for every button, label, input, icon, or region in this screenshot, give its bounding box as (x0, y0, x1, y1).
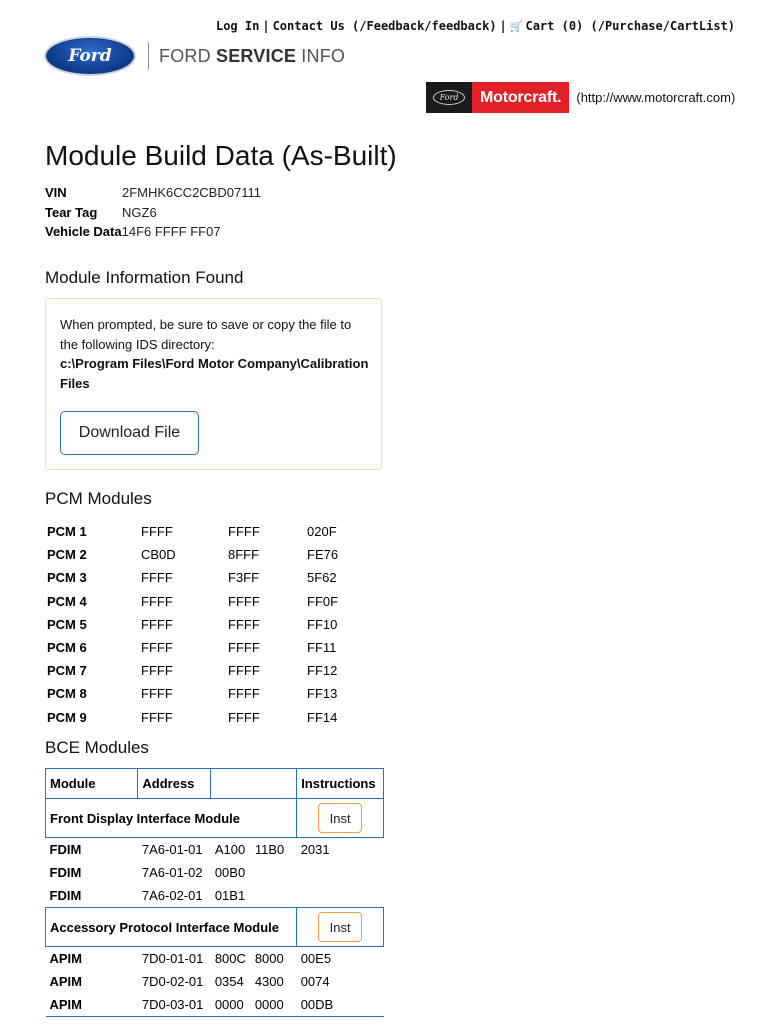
bce-data-row (46, 947, 384, 971)
bce-header-row (46, 769, 384, 799)
ford-logo (44, 36, 136, 76)
mini-ford-logo: Ford (433, 90, 465, 105)
bce-value-cell: 11B0 (254, 842, 285, 857)
bce-values (211, 947, 297, 971)
bce-instructions-cell (297, 799, 384, 838)
bce-value-cell: A100 (214, 842, 246, 857)
pcm-value-cell: FF10 (307, 616, 338, 632)
bce-data-row (46, 884, 384, 908)
pcm-value-cell: FF14 (307, 709, 338, 725)
vehicle-data-value: 14F6 FFFF FF07 (121, 224, 221, 239)
cart-icon: 🛒 (509, 20, 524, 33)
vehicle-info (45, 183, 261, 242)
bce-data-row (46, 861, 384, 884)
bce-instructions-cell (297, 908, 384, 947)
pcm-value-cell: 5F62 (307, 570, 337, 586)
pcm-row (47, 613, 367, 636)
wordmark-bold: SERVICE (216, 45, 297, 66)
pcm-module-name: PCM 2 (47, 547, 87, 563)
bce-value-cell (297, 861, 384, 884)
pcm-value-cell: FFFF (141, 663, 173, 679)
pcm-module-name: PCM 8 (47, 686, 87, 702)
brand-divider (148, 43, 149, 69)
bce-value-cell: 8000 (254, 951, 284, 966)
bce-module-name: APIM (49, 974, 82, 989)
bce-module-name: FDIM (49, 865, 82, 880)
pcm-value-cell: FFFF (228, 616, 260, 632)
ford-logo-text: Ford (68, 46, 112, 66)
pcm-modules-heading: PCM Modules (45, 489, 152, 508)
contact-link[interactable]: Contact Us (/Feedback/feedback) (272, 19, 497, 33)
vin-label: VIN (45, 185, 67, 200)
bce-module-name: APIM (49, 951, 82, 966)
pcm-value-cell: 8FFF (228, 547, 260, 563)
bce-group-row (46, 908, 384, 947)
ids-directory-path: c:\Program Files\Ford Motor Company\Calibration Files (60, 356, 369, 391)
pcm-module-name: PCM 1 (47, 524, 87, 540)
pcm-row (47, 636, 367, 659)
bce-value-cell: 800C (214, 951, 246, 966)
bce-value-cell: 0354 (214, 974, 244, 989)
bce-table-bottom-border (46, 1016, 384, 1017)
pcm-module-name: PCM 6 (47, 640, 87, 656)
bce-value-cell: 0000 (214, 997, 244, 1012)
bce-address: 7D0-02-01 (141, 974, 204, 989)
vehicle-info-row (45, 183, 261, 203)
login-link[interactable]: Log In (215, 19, 260, 33)
bce-value-cell: 00DB (300, 997, 334, 1012)
pcm-module-name: PCM 5 (47, 616, 87, 632)
pcm-value-cell: FFFF (141, 570, 173, 586)
pcm-value-cell: FF11 (307, 640, 337, 656)
bce-module-name: APIM (49, 997, 82, 1012)
bce-modules-heading: BCE Modules (45, 738, 149, 757)
ids-instructions (60, 315, 370, 393)
top-nav (216, 19, 735, 33)
bce-address: 7A6-01-02 (141, 865, 203, 880)
bce-address: 7A6-02-01 (141, 888, 203, 903)
pcm-value-cell: CB0D (141, 547, 176, 563)
pcm-value-cell: FF13 (307, 686, 338, 702)
bce-values (211, 970, 297, 993)
pcm-row (47, 566, 367, 589)
page-title: Module Build Data (As-Built) (45, 140, 397, 171)
bce-value-cell: 00B0 (214, 865, 246, 880)
bce-value-cell: 0074 (300, 974, 330, 989)
bce-module-name: FDIM (49, 842, 82, 857)
pcm-value-cell: FF12 (307, 663, 338, 679)
pcm-value-cell: FFFF (141, 686, 173, 702)
ids-instructions-text: When prompted, be sure to save or copy the file to the following IDS directory: (60, 317, 352, 352)
bce-group-name: Front Display Interface Module (46, 799, 297, 838)
pcm-value-cell: FF0F (307, 593, 339, 609)
pcm-row (47, 706, 367, 729)
pcm-value-cell: FFFF (141, 640, 173, 656)
pcm-row (47, 590, 367, 613)
bce-address: 7D0-01-01 (141, 951, 204, 966)
pcm-value-cell: FFFF (228, 663, 260, 679)
bce-group-name: Accessory Protocol Interface Module (46, 908, 297, 947)
vehicle-info-row (45, 222, 261, 242)
bce-values (211, 993, 297, 1016)
bce-value-cell: 4300 (254, 974, 284, 989)
vin-value: 2FMHK6CC2CBD07111 (122, 185, 261, 200)
pcm-value-cell: FFFF (228, 593, 260, 609)
bce-value-cell: 0000 (254, 997, 284, 1012)
bce-values (211, 838, 297, 862)
bce-values (211, 884, 297, 908)
pcm-table (47, 520, 367, 729)
pcm-value-cell: FFFF (141, 709, 173, 725)
bce-value-cell: 00E5 (300, 951, 332, 966)
motorcraft-logo: Motorcraft. (472, 82, 569, 113)
inst-button[interactable]: Inst (318, 912, 362, 942)
bce-header-module: Module (46, 769, 138, 799)
bce-module-name: FDIM (49, 888, 82, 903)
pcm-value-cell: FFFF (228, 709, 260, 725)
cart-link[interactable]: Cart (0) (/Purchase/CartList) (525, 19, 735, 33)
tear-tag-label: Tear Tag (45, 204, 98, 220)
bce-header-blank (211, 769, 297, 799)
vehicle-info-row (45, 203, 261, 223)
vehicle-data-label: Vehicle Data (45, 224, 122, 239)
module-info-heading: Module Information Found (45, 268, 244, 287)
pcm-row (47, 682, 367, 705)
bce-data-row (46, 993, 384, 1016)
pcm-row (47, 543, 367, 566)
pcm-value-cell: F3FF (228, 570, 260, 586)
wordmark-prefix: FORD (159, 45, 216, 66)
motorcraft-link[interactable]: (http://www.motorcraft.com) (576, 90, 736, 105)
inst-button[interactable]: Inst (318, 803, 362, 833)
nav-separator: | (499, 19, 507, 33)
pcm-module-name: PCM 7 (47, 663, 87, 679)
nav-separator: | (262, 19, 270, 33)
tear-tag-value: NGZ6 (122, 204, 157, 220)
pcm-value-cell: FE76 (307, 547, 339, 563)
pcm-module-name: PCM 3 (47, 570, 87, 586)
bce-address: 7A6-01-01 (141, 842, 203, 857)
service-info-wordmark (159, 46, 345, 67)
site-brand[interactable] (44, 37, 345, 75)
bce-value-cell (297, 884, 384, 908)
pcm-row (47, 520, 367, 543)
bce-data-row (46, 838, 384, 862)
pcm-value-cell: FFFF (228, 524, 260, 540)
pcm-module-name: PCM 4 (47, 593, 87, 609)
bce-value-cell: 01B1 (214, 888, 246, 903)
bce-table-body (46, 769, 384, 1017)
wordmark-suffix: INFO (296, 45, 346, 66)
bce-table-bottom-cell (46, 1016, 384, 1017)
motorcraft-ford-badge (426, 82, 472, 113)
pcm-value-cell: FFFF (141, 524, 173, 540)
pcm-value-cell: FFFF (141, 593, 173, 609)
pcm-module-name: PCM 9 (47, 709, 87, 725)
pcm-value-cell: FFFF (228, 686, 260, 702)
pcm-row (47, 659, 367, 682)
pcm-value-cell: FFFF (228, 640, 260, 656)
bce-address: 7D0-03-01 (141, 997, 204, 1012)
bce-header-instructions: Instructions (297, 769, 384, 799)
bce-group-row (46, 799, 384, 838)
motorcraft-banner[interactable] (426, 82, 735, 113)
pcm-value-cell: 020F (307, 524, 337, 540)
bce-header-address: Address (138, 769, 211, 799)
bce-table (45, 768, 384, 1017)
download-file-button[interactable]: Download File (60, 411, 199, 455)
pcm-value-cell: FFFF (141, 616, 173, 632)
module-info-box (45, 298, 382, 470)
bce-value-cell: 2031 (300, 842, 330, 857)
bce-data-row (46, 970, 384, 993)
bce-values (211, 861, 297, 884)
